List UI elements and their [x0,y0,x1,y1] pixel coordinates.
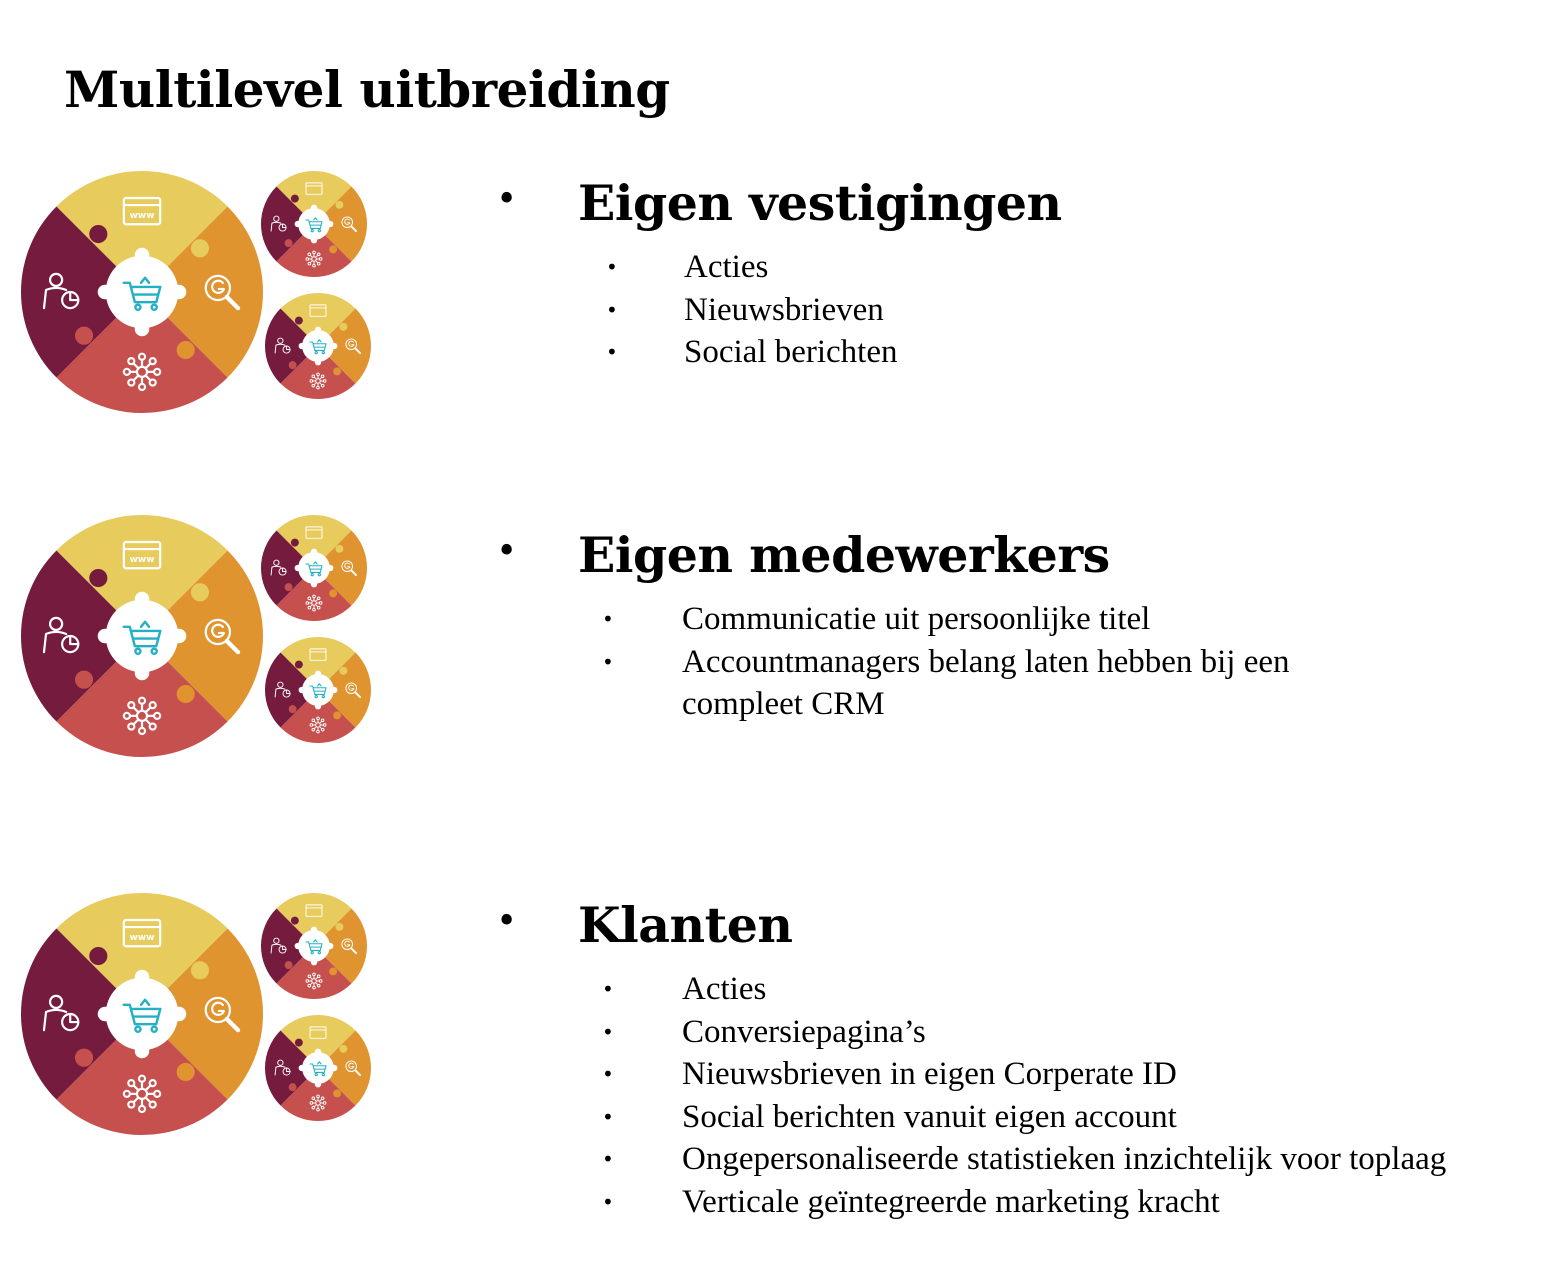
center-nub [315,1081,321,1087]
center-nub [295,943,301,949]
center-nub [172,285,187,300]
bullet: • [606,255,618,279]
center-circle [106,256,179,329]
puzzle-knob [335,923,343,931]
center-nub [98,285,113,300]
puzzle-graphic-medewerkers [14,508,384,764]
puzzle-knob [291,917,299,925]
bullet: • [602,1062,614,1086]
puzzle-knob [329,245,337,253]
browser-text: www [129,933,155,944]
list-item [496,1011,1536,1054]
sub-list [496,968,1536,1223]
puzzle-knob [75,671,93,689]
center-nub [315,671,321,677]
list-item [496,598,1296,641]
puzzle-knob [285,239,293,247]
puzzle-knob [291,539,299,547]
medewerkers-small-top-puzzle-wheel [261,515,367,621]
puzzle-graphic-klanten [14,886,384,1146]
bullet: • [496,531,518,572]
puzzle-knob [89,225,107,243]
bullet: • [602,607,614,631]
list-item-text: Nieuwsbrieven [684,291,884,328]
center-nub [172,629,187,644]
puzzle-knob [89,569,107,587]
browser-text: www [129,555,155,566]
center-nub [98,629,113,644]
center-circle [298,208,330,240]
list-item-text: Acties [682,971,767,1007]
puzzle-knob [339,1045,347,1053]
puzzle-knob [291,195,299,203]
puzzle-knob [191,583,209,601]
center-circle [106,978,179,1051]
puzzle-knob [191,961,209,979]
puzzle-knob [339,323,347,331]
center-nub [135,248,150,263]
center-circle [302,1052,334,1084]
list-item [496,1053,1536,1096]
sub-list [496,246,1536,374]
list-item-text: Ongepersonaliseerde statistieken inzichtelijk voor toplaag [682,1141,1447,1177]
center-nub [295,221,301,227]
puzzle-knob [295,317,303,325]
center-nub [98,1007,113,1022]
center-nub [299,1065,305,1071]
center-circle [302,674,334,706]
puzzle-knob [75,327,93,345]
center-nub [331,1065,337,1071]
section-title: Eigen medewerkers [578,526,1110,584]
section-title: Eigen vestigingen [578,174,1062,232]
puzzle-graphic-vestigingen [14,164,384,420]
center-nub [135,322,150,337]
list-item-text: Social berichten vanuit eigen account [682,1098,1177,1135]
center-circle [298,930,330,962]
bullet: • [496,901,518,942]
center-nub [311,549,317,555]
list-item [496,289,1536,332]
list-item [496,1096,1536,1139]
list-item-text: Communicatie uit persoonlijke titel [682,601,1151,637]
bullet: • [496,179,518,220]
puzzle-knob [285,961,293,969]
center-nub [135,666,150,681]
list-item [496,1181,1536,1224]
puzzle-knob [333,1089,341,1097]
center-nub [135,970,150,985]
bullet: • [602,649,614,674]
vestigingen-small-bottom-puzzle-wheel [265,293,371,399]
puzzle-knob [333,367,341,375]
section-eigen-medewerkers [496,526,1536,726]
puzzle-knob [333,711,341,719]
list-item [496,1138,1536,1181]
puzzle-knob [289,1083,297,1091]
klanten-small-top-puzzle-wheel [261,893,367,999]
list-item [496,968,1536,1011]
vestigingen-large-puzzle-wheel [21,171,263,413]
puzzle-knob [75,1049,93,1067]
vestigingen-small-top-puzzle-wheel [261,171,367,277]
center-nub [311,237,317,243]
center-nub [327,221,333,227]
center-nub [311,581,317,587]
puzzle-knob [335,545,343,553]
puzzle-knob [329,589,337,597]
list-item-text: Acties [684,249,769,285]
klanten-large-puzzle-wheel [21,893,263,1135]
puzzle-knob [89,947,107,965]
sub-list [496,598,1296,726]
center-nub [331,687,337,693]
section-heading [496,526,1536,598]
list-item [496,246,1536,289]
center-nub [331,343,337,349]
center-circle [298,552,330,584]
puzzle-knob [335,201,343,209]
section-heading [496,896,1536,968]
puzzle-knob [295,1039,303,1047]
bullet: • [606,340,618,364]
list-item [496,641,1296,726]
center-nub [327,565,333,571]
puzzle-knob [177,341,195,359]
center-nub [327,943,333,949]
center-nub [311,927,317,933]
bullet: • [602,977,614,1001]
page-title: Multilevel uitbreiding [64,60,670,119]
list-item-text: Conversiepagina’s [682,1013,926,1050]
section-title: Klanten [578,896,793,954]
center-nub [135,1044,150,1059]
bullet: • [602,1104,614,1129]
center-nub [299,343,305,349]
center-nub [315,359,321,365]
center-nub [311,205,317,211]
section-eigen-vestigingen [496,174,1536,374]
puzzle-knob [191,239,209,257]
section-klanten [496,896,1536,1223]
puzzle-knob [289,705,297,713]
bullet: • [602,1189,614,1214]
bullet: • [602,1019,614,1044]
puzzle-knob [329,967,337,975]
puzzle-knob [177,1063,195,1081]
bullet: • [602,1147,614,1171]
list-item-text: Social berichten [684,334,898,370]
center-nub [172,1007,187,1022]
center-nub [135,592,150,607]
center-circle [106,600,179,673]
medewerkers-small-bottom-puzzle-wheel [265,637,371,743]
klanten-small-bottom-puzzle-wheel [265,1015,371,1121]
center-nub [295,565,301,571]
list-item-text: Accountmanagers belang laten hebben bij een compleet CRM [682,643,1290,722]
center-nub [311,959,317,965]
puzzle-knob [339,667,347,675]
center-circle [302,330,334,362]
list-item [496,331,1536,374]
puzzle-knob [285,583,293,591]
center-nub [299,687,305,693]
center-nub [315,703,321,709]
bullet: • [606,297,618,322]
section-heading [496,174,1536,246]
puzzle-knob [295,661,303,669]
list-item-text: Nieuwsbrieven in eigen Corperate ID [682,1056,1177,1092]
center-nub [315,327,321,333]
medewerkers-large-puzzle-wheel [21,515,263,757]
center-nub [315,1049,321,1055]
puzzle-knob [177,685,195,703]
browser-text: www [129,211,155,222]
puzzle-knob [289,361,297,369]
list-item-text: Verticale geïntegreerde marketing kracht [682,1183,1220,1220]
